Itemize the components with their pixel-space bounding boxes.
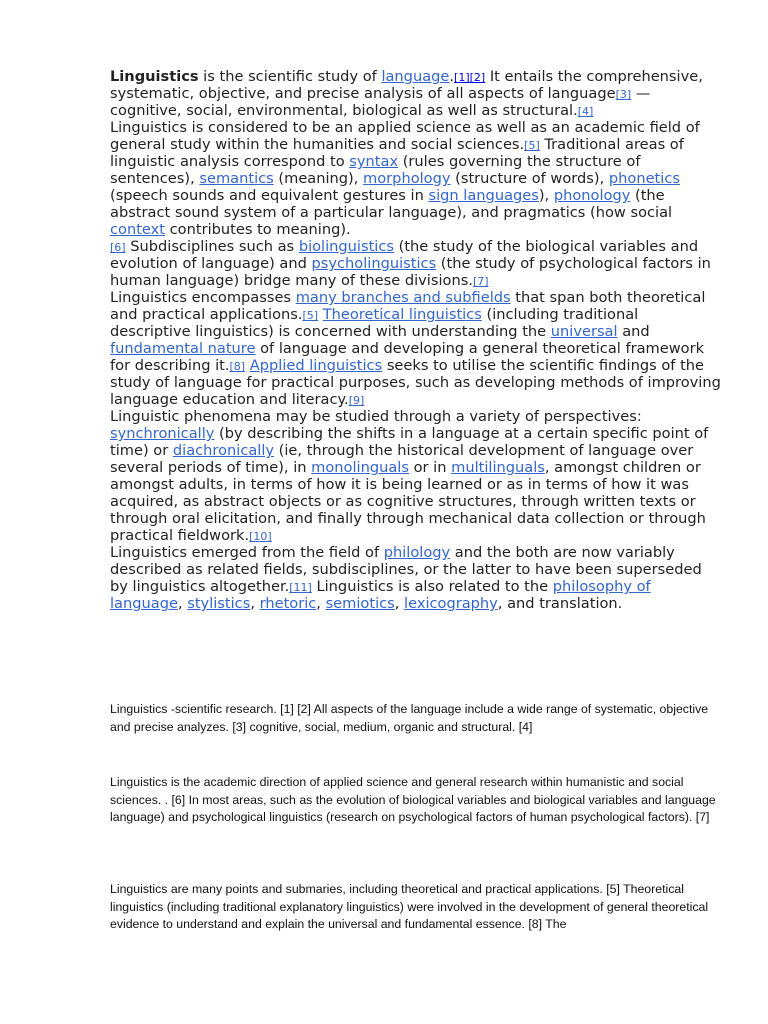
citation-9[interactable]: [9] xyxy=(348,394,365,407)
link-psycholinguistics[interactable]: psycholinguistics xyxy=(311,255,437,272)
link-phonology[interactable]: phonology xyxy=(553,187,631,204)
citation-5[interactable]: [5] xyxy=(524,139,540,152)
summary-text-3: Linguistics are many points and submaries, including theoretical and practical applications. [5] Theoretical linguistics (including traditional explanatory linguistics) were involved in the development of general theoretical evidence to understand and explain the universal and fundamental essence. [8] The xyxy=(110,882,709,932)
link-morphology[interactable]: morphology xyxy=(363,170,451,187)
link-phonetics[interactable]: phonetics xyxy=(608,170,680,187)
citation-10[interactable]: [10] xyxy=(249,530,272,543)
paragraph-perspectives: Linguistic phenomena may be studied through a variety of perspectives: synchronically (by describing the shifts in a language at a certain specific point of time) or diachronically (ie, through the historical development of language over several periods of time), in monolinguals or in multilinguals, amongst children or amongst adults, in terms of how it is being learned or as in terms of how it was acquired, as abstract objects or as cognitive structures, through written texts or through oral elicitation, and finally through mechanical data collection or through practical fieldwork.[10] xyxy=(110,408,709,544)
link-semantics[interactable]: semantics xyxy=(199,170,274,187)
summary-text-2: Linguistics is the academic direction of applied science and general research within humanistic and social sciences. . [6] In most areas, such as the evolution of biological variables and biological variables and language language) and psychological linguistics (research on psychological factors of human psychological factors). [7] xyxy=(110,775,716,825)
link-multilinguals[interactable]: multilinguals xyxy=(451,459,545,476)
link-lexicography[interactable]: lexicography xyxy=(404,595,498,612)
link-applied-linguistics[interactable]: Applied linguistics xyxy=(249,357,383,374)
link-monolinguals[interactable]: monolinguals xyxy=(311,459,409,476)
link-philosophy-of-language[interactable]: philosophy of language xyxy=(110,578,651,612)
link-language[interactable]: language xyxy=(381,68,450,85)
link-stylistics[interactable]: stylistics xyxy=(187,595,251,612)
paragraph-intro: Linguistics is the scientific study of language.[1][2] It entails the comprehensive, systematic, objective, and precise analysis of all aspects of language[3] — cognitive, social, environmental, biological as well as structural.[4] xyxy=(110,68,703,119)
citation-1[interactable]: [1] xyxy=(454,71,470,84)
link-theoretical-linguistics[interactable]: Theoretical linguistics xyxy=(322,306,482,323)
link-biolinguistics[interactable]: biolinguistics xyxy=(298,238,394,255)
citation-2[interactable]: [2] xyxy=(469,71,486,84)
link-diachronically[interactable]: diachronically xyxy=(172,442,275,459)
link-rhetoric[interactable]: rhetoric xyxy=(259,595,317,612)
article-title: Linguistics xyxy=(110,68,199,85)
citation-7[interactable]: [7] xyxy=(472,275,489,288)
citation-5b[interactable]: [5] xyxy=(302,309,319,322)
paragraph-philology: Linguistics emerged from the field of philology and the both are now variably described as related fields, subdisciplines, or the latter to have been superseded by linguistics altogether.[11] Linguistics is also related to the philosophy of language, stylistics, rhetoric, semiotics, lexicography, and translation. xyxy=(110,544,702,612)
link-context[interactable]: context xyxy=(110,221,166,238)
link-semiotics[interactable]: semiotics xyxy=(325,595,395,612)
paragraph-applied-science: Linguistics is considered to be an applied science as well as an academic field of general study within the humanities and social sciences.[5] Traditional areas of linguistic analysis correspond to syntax (rules governing the structure of sentences), semantics (meaning), morphology (structure of words), phonetics (speech sounds and equivalent gestures in sign languages), phonology (the abstract sound system of a particular language), and pragmatics (how social context contributes to meaning). xyxy=(110,119,700,238)
link-synchronically[interactable]: synchronically xyxy=(110,425,215,442)
citation-3[interactable]: [3] xyxy=(615,88,632,101)
summary-block-2 xyxy=(110,774,718,827)
citation-8[interactable]: [8] xyxy=(229,360,246,373)
link-sign-languages[interactable]: sign languages xyxy=(428,187,539,204)
paragraph-branches: Linguistics encompasses many branches and subfields that span both theoretical and practical applications.[5] Theoretical linguistics (including traditional descriptive linguistics) is concerned with understanding the universal and fundamental nature of language and developing a general theoretical framework for describing it.[8] Applied linguistics seeks to utilise the scientific findings of the study of language for practical purposes, such as developing methods of improving language education and literacy.[9] xyxy=(110,289,721,408)
link-branches-subfields[interactable]: many branches and subfields xyxy=(295,289,511,306)
link-syntax[interactable]: syntax xyxy=(349,153,399,170)
link-universal[interactable]: universal xyxy=(550,323,618,340)
summary-block-1 xyxy=(110,701,718,736)
citation-4[interactable]: [4] xyxy=(577,105,594,118)
citation-11[interactable]: [11] xyxy=(289,581,312,594)
citation-6[interactable]: [6] xyxy=(110,241,126,254)
article-body xyxy=(110,68,722,612)
summary-text-1: Linguistics -scientific research. [1] [2] All aspects of the language include a wide range of systematic, objective and precise analyzes. [3] cognitive, social, medium, organic and structural. [4] xyxy=(110,702,709,734)
link-philology[interactable]: philology xyxy=(383,544,451,561)
link-fundamental-nature[interactable]: fundamental nature xyxy=(110,340,256,357)
summary-block-3 xyxy=(110,881,718,934)
paragraph-subdisciplines: [6] Subdisciplines such as biolinguistics (the study of the biological variables and evolution of language) and psycholinguistics (the study of psychological factors in human language) bridge many of these divisions.[7] xyxy=(110,238,711,289)
